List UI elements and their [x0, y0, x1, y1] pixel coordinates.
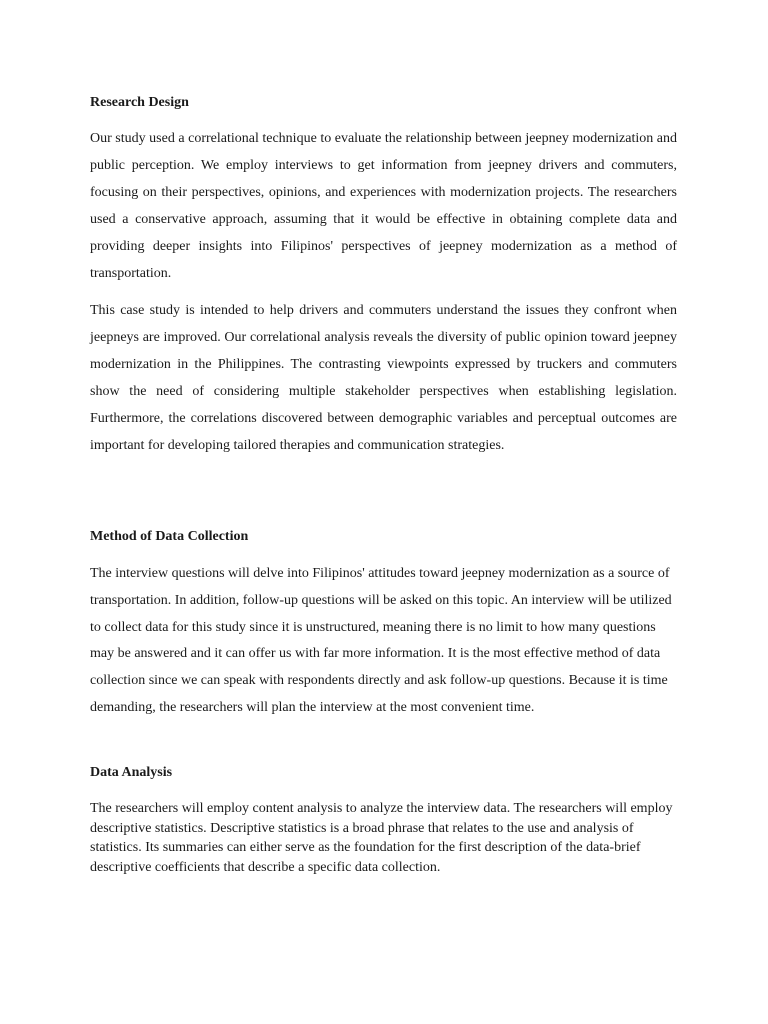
paragraph-data-analysis: The researchers will employ content analysis to analyze the interview data. The researchers will employ descriptive statistics. Descriptive statistics is a broad phrase that relates to the use and analysis of statistics. Its summaries can either serve as the foundation for the first description of the data-brief descriptive coefficients that describe a specific data collection. — [90, 801, 673, 875]
heading-research-design: Research Design — [90, 95, 189, 110]
paragraph-research-design-1: Our study used a correlational technique to evaluate the relationship between jeepney modernization and public perception. We employ interviews to get information from jeepney drivers and commuters, focusing on their perspectives, opinions, and experiences with modernization projects. The researchers used a conservative approach, assuming that it would be effective in obtaining complete data and providing deeper insights into Filipinos' perspectives of jeepney modernization as a method of transportation. — [90, 131, 677, 281]
paragraph-method-of-data-collection: The interview questions will delve into Filipinos' attitudes toward jeepney modernization as a source of transportation. In addition, follow-up questions will be asked on this topic. An interview will be utilized to collect data for this study since it is unstructured, meaning there is no limit to how many questions may be answered and it can offer us with far more information. It is the most effective method of data collection since we can speak with respondents directly and ask follow-up questions. Because it is time demanding, the researchers will plan the interview at the most convenient time. — [90, 566, 672, 715]
paragraph-research-design-2: This case study is intended to help drivers and commuters understand the issues they confront when jeepneys are improved. Our correlational analysis reveals the diversity of public opinion toward jeepney modernization in the Philippines. The contrasting viewpoints expressed by truckers and commuters show the need of considering multiple stakeholder perspectives when establishing legislation. Furthermore, the correlations discovered between demographic variables and perceptual outcomes are important for developing tailored therapies and communication strategies. — [90, 303, 677, 453]
heading-data-analysis: Data Analysis — [90, 765, 173, 780]
heading-method-of-data-collection: Method of Data Collection — [90, 529, 249, 544]
